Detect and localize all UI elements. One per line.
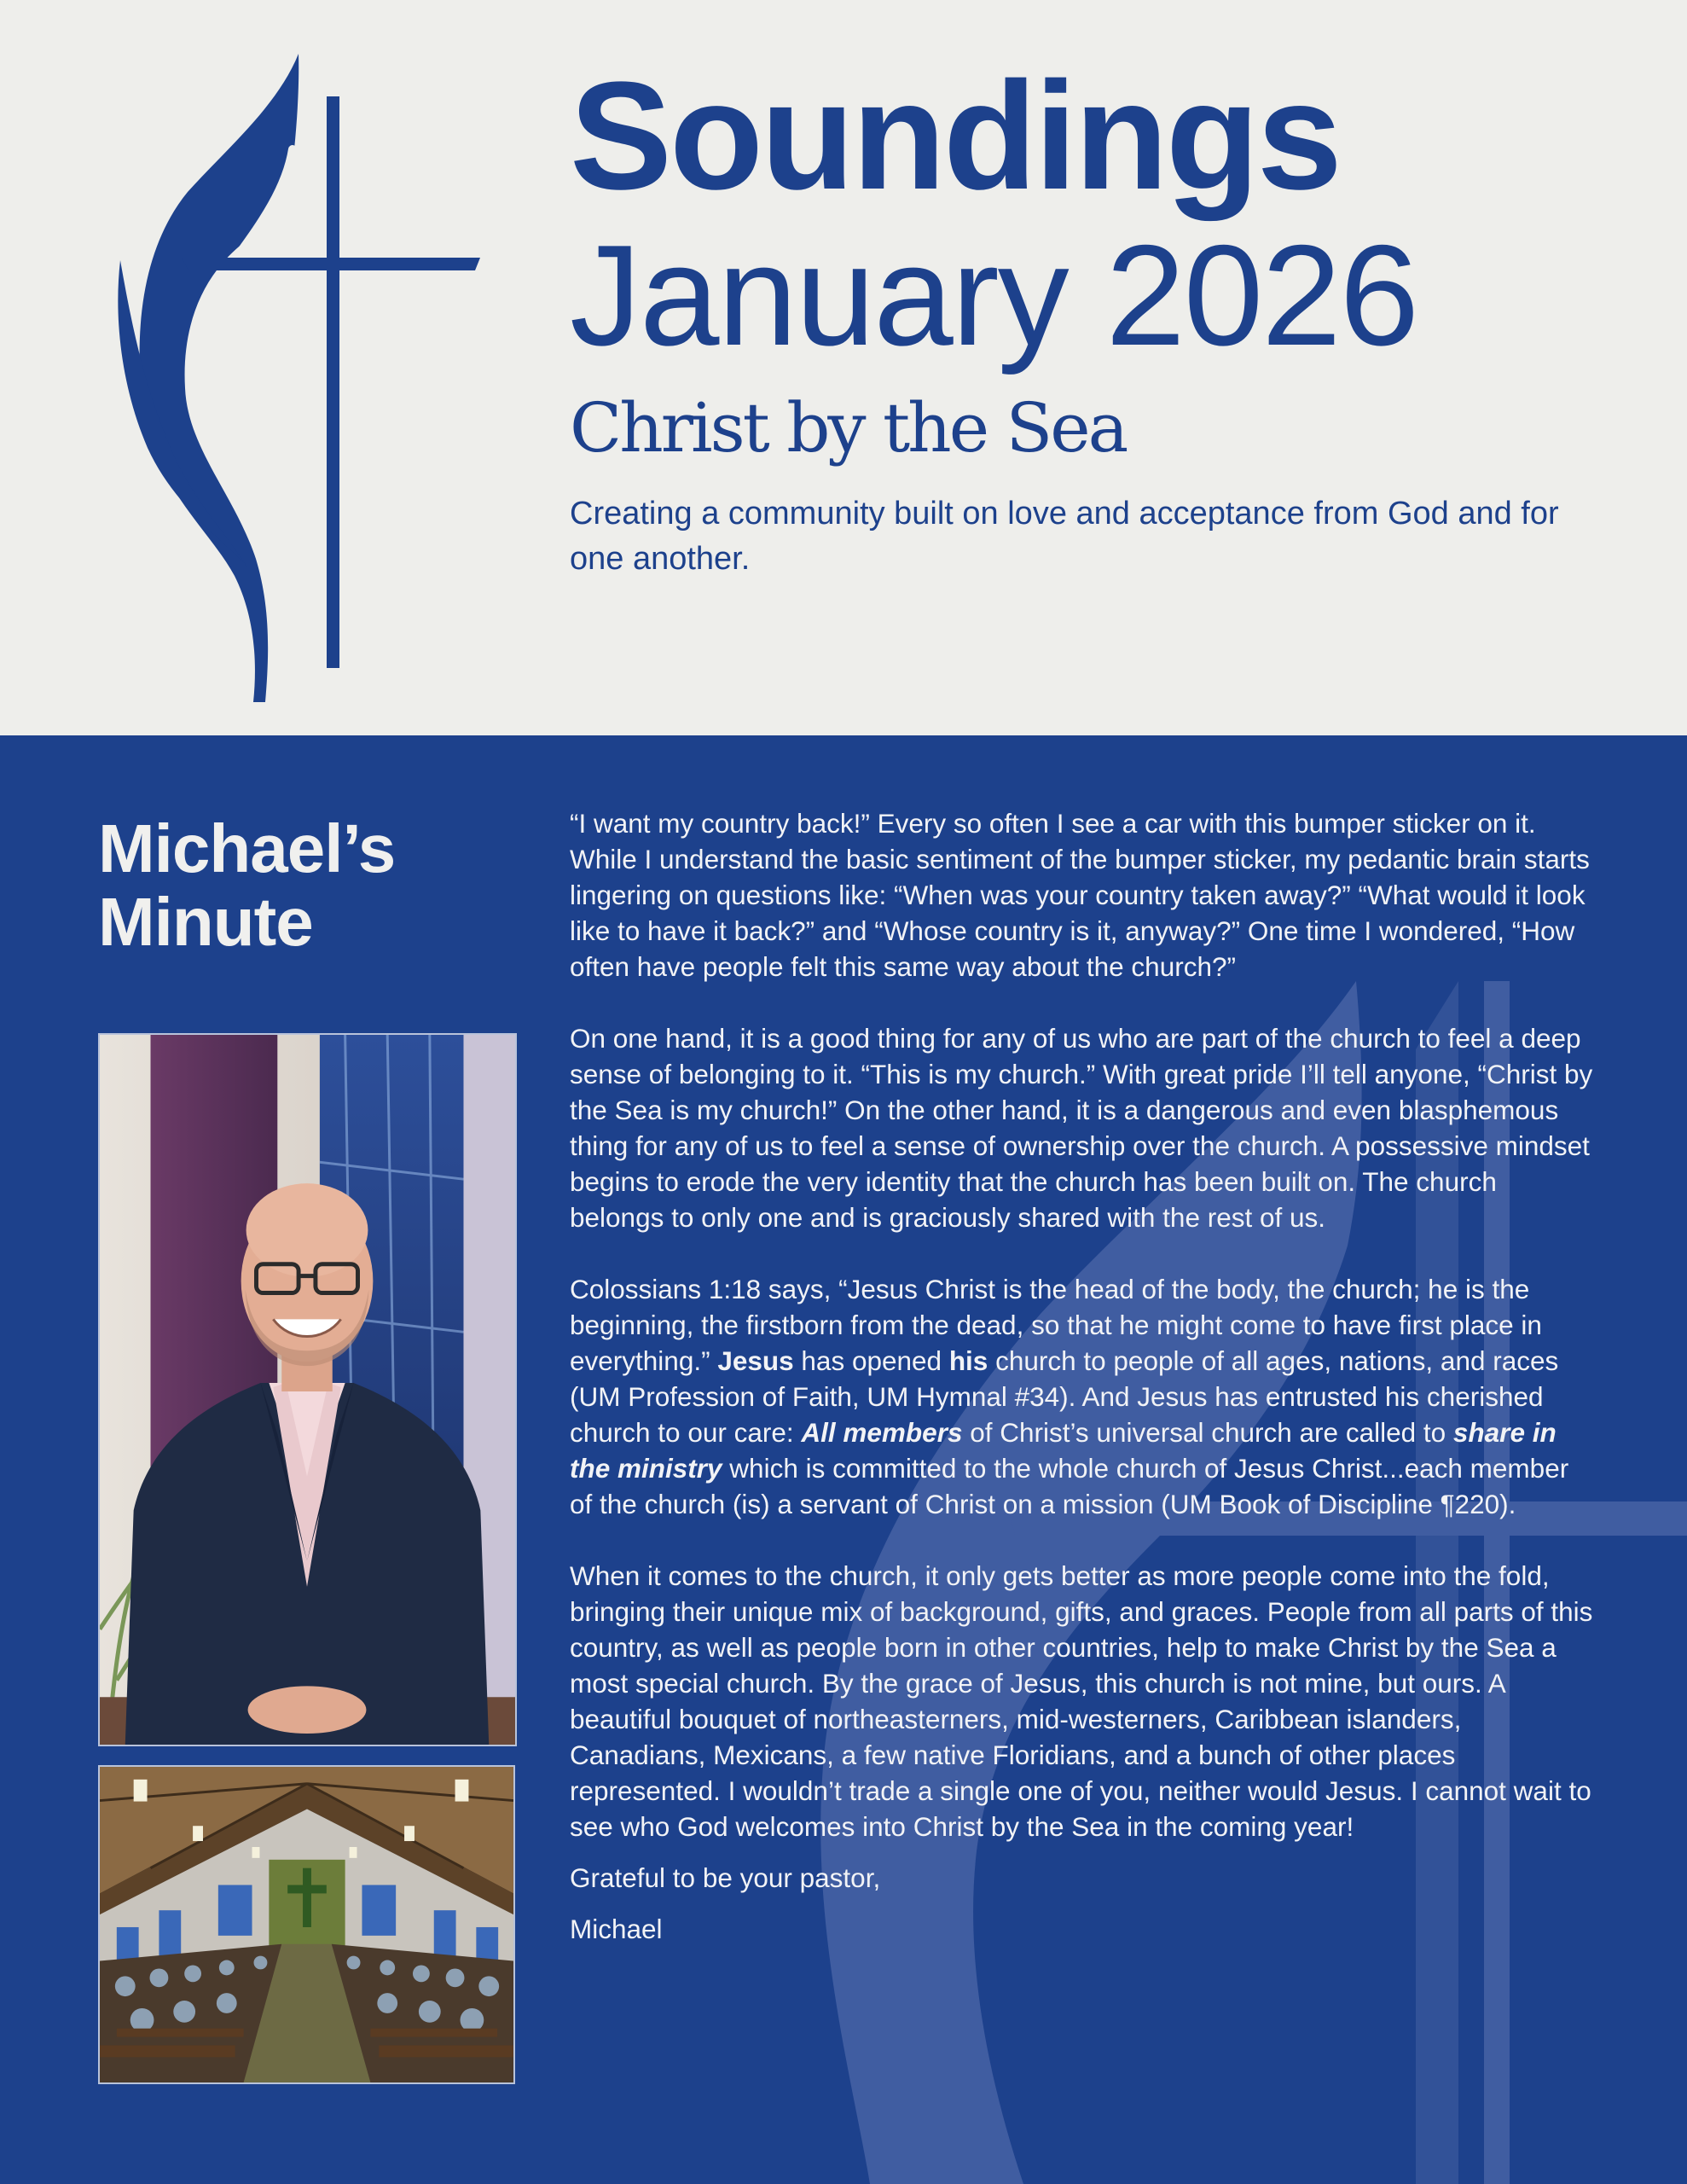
article-paragraph: When it comes to the church, it only gets better as more people come into the fold, bringing their unique mix of background, gifts, and graces. People from all parts of this country, as well as people born in other countries, help to make Christ by the Sea a most special church. By the grace of Jesus, this church is not mine, but ours. A beautiful bouquet of northeasterners, mid-westerners, Caribbean islanders, Canadians, Mexicans, a few native Floridians, and a bunch of other places represented. I wouldn’t trade a single one of you, neither would Jesus. I cannot wait to see who God welcomes into Christ by the Sea in the coming year! — [570, 1560, 1593, 1842]
bold-italic-text: All members — [801, 1417, 963, 1448]
tagline: Creating a community built on love and acceptance from God and for one another. — [570, 496, 1559, 577]
bold-text: his — [948, 1345, 988, 1376]
cross-and-flame-icon — [107, 47, 490, 708]
church-name: Christ by the Sea — [570, 388, 1127, 468]
section-heading: Michael’s Minute — [98, 810, 396, 960]
signature: Michael — [570, 1914, 663, 1944]
closing-line: Grateful to be your pastor, — [570, 1862, 881, 1893]
sanctuary-interior-photo — [98, 1765, 515, 2084]
article-paragraph: “I want my country back!” Every so often I see a car with this bumper sticker on it. While I understand the basic sentiment of the bumper sticker, my pedantic brain starts lingering on questions like: “When was your country taken away?” “What would it look like to have it back?” and “Whose country is it, anyway?” One time I wondered, “How often have people felt this same way about the church?” — [570, 808, 1590, 982]
pastor-portrait-photo — [98, 1033, 517, 1746]
bold-italic-text: share in the ministry — [570, 1417, 1557, 1484]
bold-text: Jesus — [717, 1345, 794, 1376]
newsletter-title: Soundings — [570, 50, 1340, 222]
article-body — [570, 805, 1593, 1962]
article-paragraph: Colossians 1:18 says, “Jesus Christ is the head of the body, the church; he is the beginning, the firstborn from the dead, so that he might come to have first place in everything.” Jesus has opened his church to people of all ages, nations, and races (UM Profession of Faith, UM Hymnal #34). And Jesus has entrusted his cherished church to our care: All members of Christ’s universal church are called to share in the ministry which is committed to the whole church of Jesus Christ...each member of the church (is) a servant of Christ on a mission (UM Book of Discipline ¶220). — [570, 1274, 1569, 1519]
article-paragraph: On one hand, it is a good thing for any of us who are part of the church to feel a deep sense of belonging to it. “This is my church.” With great pride I’ll tell anyone, “Christ by the Sea is my church!” On the other hand, it is a dangerous and even blasphemous thing for any of us to feel a sense of ownership over the church. A possessive mindset begins to erode the very identity that the church has been built on. The church belongs to only one and is graciously shared with the rest of us. — [570, 1023, 1593, 1233]
issue-date: January 2026 — [570, 215, 1418, 375]
masthead — [0, 0, 1687, 735]
